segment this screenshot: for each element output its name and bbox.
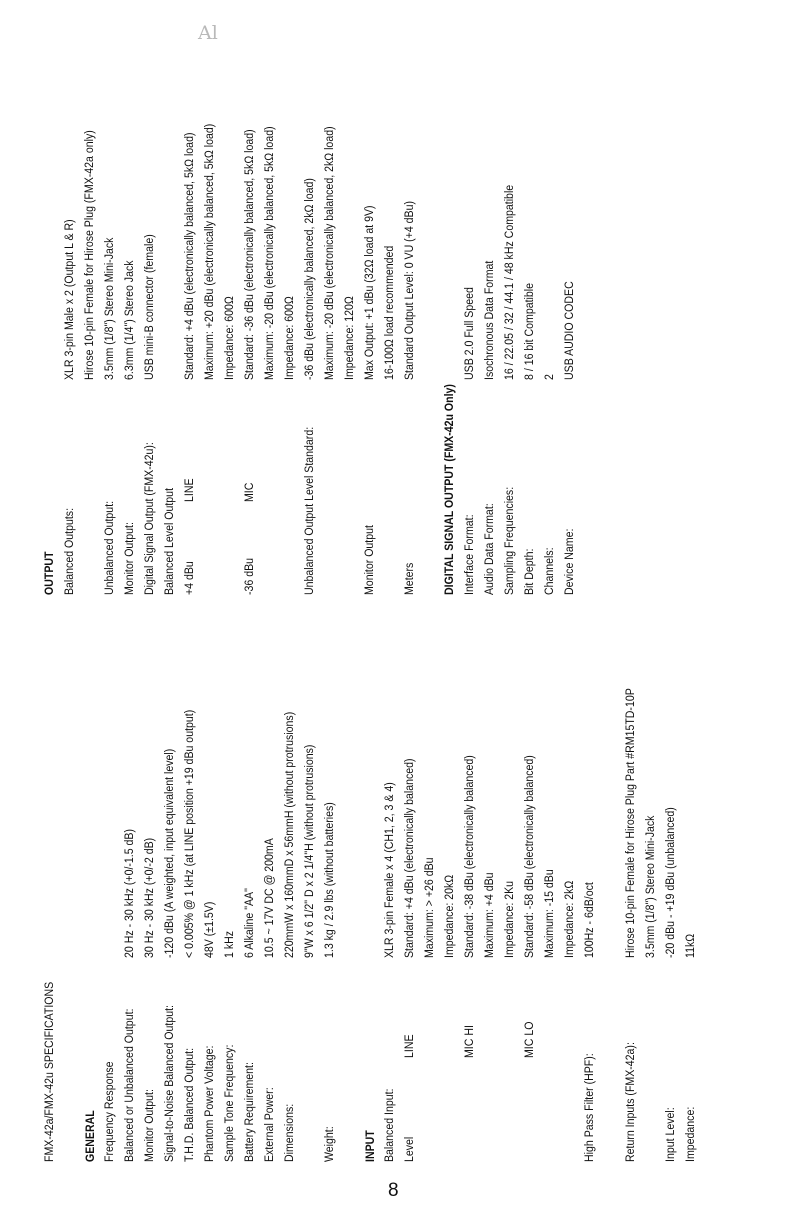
spec-value: 8 / 16 bit Compatible: [522, 282, 536, 380]
spec-label: LINE: [182, 478, 196, 502]
spec-value: XLR 3-pin Male x 2 (Output L & R): [62, 219, 76, 380]
spec-label: Digital Signal Output (FMX-42u):: [142, 442, 156, 595]
spec-value: -120 dBu (A weighted, input equivalent level): [162, 748, 176, 958]
spec-value: Impedance: 2Ku: [502, 880, 516, 958]
spec-value: 1 kHz: [222, 930, 236, 958]
spec-value: Hirose 10-pin Female for Hirose Plug (FMX-42a only): [82, 130, 96, 380]
spec-value: -36 dBu (electronically balanced, 2kΩ load): [302, 178, 316, 380]
spec-value: Maximum: +4 dBu: [482, 872, 496, 958]
spec-label: Interface Format:: [462, 514, 476, 595]
spec-value: < 0.005% @ 1 kHz (at LINE position +19 dBu output): [182, 709, 196, 958]
spec-value: Maximum: +20 dBu (electronically balanced, 5kΩ load): [202, 123, 216, 380]
spec-label: High Pass Filter (HPF):: [582, 1053, 596, 1162]
spec-label: Meters: [402, 562, 416, 595]
spec-value: 6.3mm (1/4") Stereo Jack: [122, 260, 136, 380]
spec-value: 10.5 ~ 17V DC @ 200mA: [262, 838, 276, 958]
spec-value: 3.5mm (1/8") Stereo Mini-Jack: [643, 815, 657, 958]
spec-label: +4 dBu: [182, 561, 196, 595]
output-heading: OUTPUT: [42, 551, 56, 595]
spec-label: Impedance:: [683, 1106, 697, 1162]
spec-value: Standard: +4 dBu (electronically balanced, 5kΩ load): [182, 132, 196, 380]
spec-label: Monitor Output: [362, 525, 376, 595]
spec-label: Weight:: [322, 1126, 336, 1162]
input-heading: INPUT: [363, 1130, 377, 1162]
spec-label: Bit Depth:: [522, 548, 536, 595]
general-heading: GENERAL: [83, 1110, 97, 1162]
spec-label: T.H.D. Balanced Output:: [182, 1047, 196, 1162]
digital-heading: DIGITAL SIGNAL OUTPUT (FMX-42u Only): [442, 384, 456, 595]
spec-label: MIC: [242, 482, 256, 502]
spec-label: -36 dBu: [242, 557, 256, 595]
spec-value: 6 Alkaline "AA": [242, 888, 256, 958]
spec-value: 20 Hz - 30 kHz (+0/-1.5 dB): [122, 828, 136, 958]
spec-value: Standard Output Level: 0 VU (+4 dBu): [402, 200, 416, 380]
spec-label: Signal-to-Noise Balanced Output:: [162, 1005, 176, 1162]
spec-value: Standard: +4 dBu (electronically balanced): [402, 758, 416, 958]
spec-value: USB mini-B connector (female): [142, 234, 156, 380]
spec-label: Frequency Response: [102, 1061, 116, 1162]
spec-value: 48V (±1.5V): [202, 901, 216, 958]
spec-value: -20 dBu - +19 dBu (unbalanced): [663, 807, 677, 958]
spec-value: 11kΩ: [683, 933, 697, 958]
spec-label: Device Name:: [562, 528, 576, 595]
spec-label: Monitor Output:: [122, 522, 136, 595]
spec-label: Balanced or Unbalanced Output:: [122, 1008, 136, 1162]
spec-label: Phantom Power Voltage:: [202, 1045, 216, 1162]
spec-value: 220mmW x 160mmD x 56mmH (without protrusions): [282, 711, 296, 958]
spec-value: Standard: -36 dBu (electronically balanced, 5kΩ load): [242, 129, 256, 380]
spec-value: 100Hz - 6dB/oct: [582, 882, 596, 958]
spec-label: Battery Requirement:: [242, 1062, 256, 1162]
spec-value: 1.3 kg / 2.9 lbs (without batteries): [322, 802, 336, 958]
document-title: FMX-42a/FMX-42u SPECIFICATIONS: [42, 981, 56, 1162]
spec-value: 16 / 22.05 / 32 / 44.1 / 48 kHz Compatible: [502, 184, 516, 380]
spec-label: MIC LO: [522, 1021, 536, 1058]
spec-value: Standard: -38 dBu (electronically balanced): [462, 755, 476, 958]
spec-value: 3.5mm (1/8") Stereo Mini-Jack: [102, 237, 116, 380]
spec-label: Channels:: [542, 547, 556, 595]
spec-label: Balanced Input:: [382, 1088, 396, 1162]
spec-label: Audio Data Format:: [482, 503, 496, 595]
spec-value: 30 Hz - 30 kHz (+0/-2 dB): [142, 837, 156, 958]
spec-label: Balanced Outputs:: [62, 507, 76, 595]
spec-value: 16-100Ω load recommended: [382, 245, 396, 380]
spec-label: LINE: [402, 1034, 416, 1058]
page-number: 8: [388, 1180, 399, 1201]
spec-label: Return Inputs (FMX-42a):: [623, 1042, 637, 1162]
spec-value: 2: [542, 374, 556, 380]
spec-value: 9"W x 6 1/2" D x 2 1/4"H (without protrusions): [302, 744, 316, 958]
spec-value: Maximum: -20 dBu (electronically balanced, 5kΩ load): [262, 126, 276, 380]
spec-value: Maximum: > +26 dBu: [422, 857, 436, 958]
spec-value: USB AUDIO CODEC: [562, 281, 576, 380]
spec-label: Monitor Output:: [142, 1089, 156, 1162]
spec-label: Unbalanced Output:: [102, 500, 116, 595]
spec-value: XLR 3-pin Female x 4 (CH1, 2, 3 & 4): [382, 782, 396, 958]
spec-value: Max Output: +1 dBu (32Ω load at 9V): [362, 205, 376, 380]
spec-value: Impedance: 600Ω: [282, 296, 296, 380]
spec-label: Balanced Level Output: [162, 487, 176, 595]
spec-value: Isochronous Data Format: [482, 260, 496, 380]
spec-label: Sample Tone Frequency:: [222, 1044, 236, 1162]
spec-value: Impedance: 20kΩ: [442, 874, 456, 958]
spec-value: Maximum: -20 dBu (electronically balanced, 2kΩ load): [322, 126, 336, 380]
spec-value: USB 2.0 Full Speed: [462, 287, 476, 380]
spec-label: Input Level:: [663, 1107, 677, 1162]
spec-value: Impedance: 600Ω: [222, 296, 236, 380]
spec-label: Unbalanced Output Level Standard:: [302, 426, 316, 595]
spec-label: Level: [402, 1136, 416, 1162]
spec-value: Hirose 10-pin Female for Hirose Plug Part #RM15TD-10P: [623, 688, 637, 958]
spec-label: Dimensions:: [282, 1103, 296, 1162]
spec-value: Standard: -58 dBu (electronically balanced): [522, 755, 536, 958]
corner-mark: Al: [198, 22, 218, 44]
spec-label: Sampling Frequencies:: [502, 486, 516, 595]
spec-value: Impedance: 120Ω: [342, 296, 356, 380]
spec-label: MIC HI: [462, 1025, 476, 1058]
spec-value: Impedance: 2kΩ: [562, 880, 576, 958]
spec-label: External Power:: [262, 1087, 276, 1162]
spec-value: Maximum: -15 dBu: [542, 869, 556, 958]
